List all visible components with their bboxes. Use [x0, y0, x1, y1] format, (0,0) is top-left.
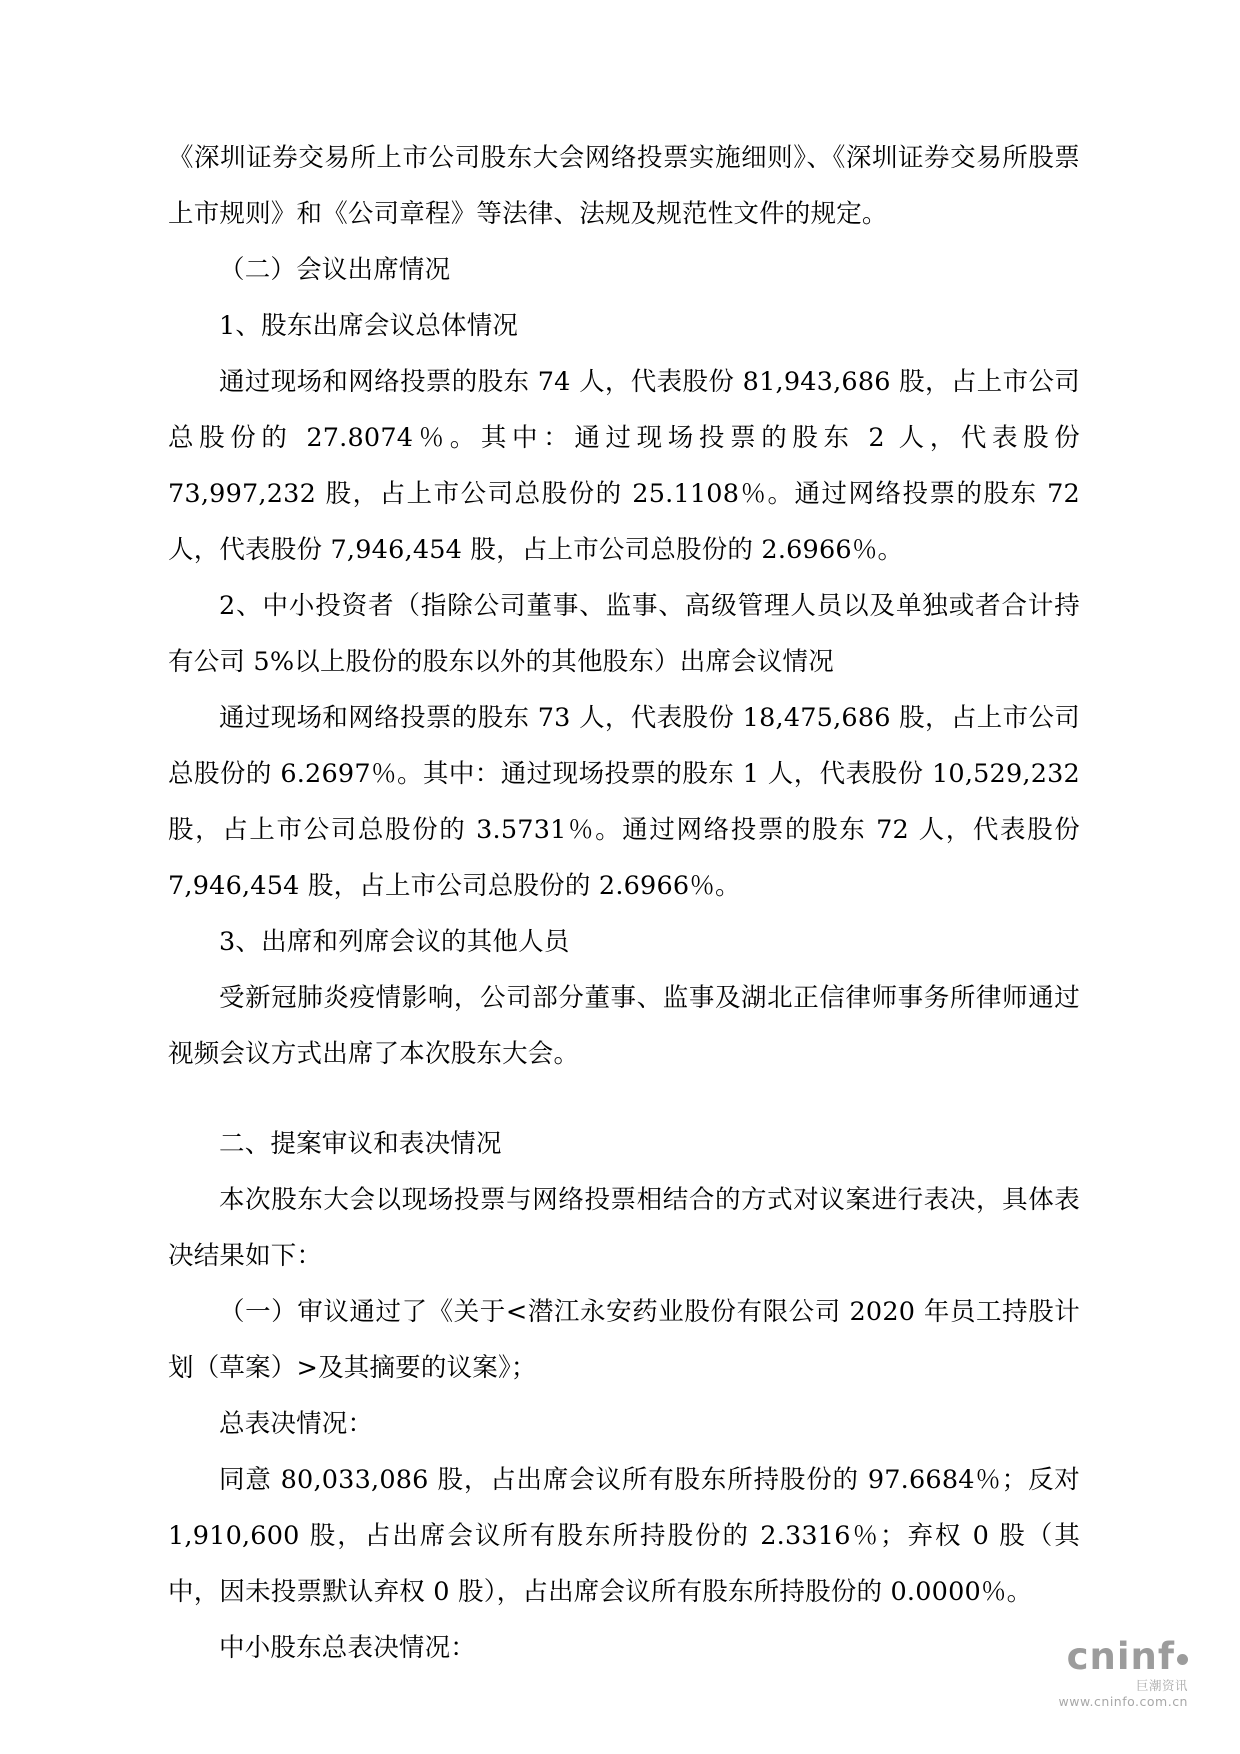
paragraph-item-2-body: 通过现场和网络投票的股东 73 人，代表股份 18,475,686 股，占上市公司总股份的 6.2697％。其中：通过现场投票的股东 1 人，代表股份 10,529,232 股，占上市公司总股份的 3.5731％。通过网络投票的股东 72 人，代表股份 7,946,454 股，占上市公司总股份的 2.6966％。	[168, 703, 1080, 901]
paragraph-item-3-body: 受新冠肺炎疫情影响，公司部分董事、监事及湖北正信律师事务所律师通过视频会议方式出席了本次股东大会。	[168, 983, 1080, 1069]
cninfo-site: www.cninfo.com.cn	[1058, 1694, 1188, 1709]
cninfo-watermark	[1059, 1637, 1188, 1710]
paragraph-item-1-heading: 1、股东出席会议总体情况	[219, 311, 519, 341]
cninfo-subtitle: 巨潮资讯	[1135, 1678, 1188, 1693]
document-body	[168, 130, 1080, 1676]
paragraph-item-3-heading: 3、出席和列席会议的其他人员	[219, 927, 570, 957]
paragraph-total-vote-label: 总表决情况：	[219, 1409, 374, 1439]
paragraph-proposal-one: （一）审议通过了《关于<潜江永安药业股份有限公司 2020 年员工持股计划（草案）>及其摘要的议案》；	[168, 1297, 1080, 1383]
paragraph-voting-intro: 本次股东大会以现场投票与网络投票相结合的方式对议案进行表决，具体表决结果如下：	[168, 1185, 1080, 1271]
cninfo-logo-text: cninf	[1066, 1635, 1175, 1678]
paragraph-section-attendance-heading: （二）会议出席情况	[219, 255, 451, 285]
cninfo-logo	[1059, 1637, 1188, 1677]
paragraph-minority-vote-label: 中小股东总表决情况：	[219, 1633, 477, 1663]
paragraph-item-1-body: 通过现场和网络投票的股东 74 人，代表股份 81,943,686 股，占上市公司总股份的 27.8074％。其中：通过现场投票的股东 2 人，代表股份 73,997,232 股，占上市公司总股份的 25.1108％。通过网络投票的股东 72 人，代表股份 7,946,454 股，占上市公司总股份的 2.6966％。	[168, 367, 1080, 565]
paragraph-total-vote-result: 同意 80,033,086 股，占出席会议所有股东所持股份的 97.6684％；反对 1,910,600 股，占出席会议所有股东所持股份的 2.3316％；弃权 0 股（其中，因未投票默认弃权 0 股），占出席会议所有股东所持股份的 0.0000％。	[168, 1465, 1080, 1607]
paragraph-item-2-heading: 2、中小投资者（指除公司董事、监事、高级管理人员以及单独或者合计持有公司 5%以上股份的股东以外的其他股东）出席会议情况	[168, 591, 1080, 677]
cninfo-logo-dot-icon	[1177, 1654, 1188, 1665]
paragraph-p1: 《深圳证券交易所上市公司股东大会网络投票实施细则》、《深圳证券交易所股票上市规则》和《公司章程》等法律、法规及规范性文件的规定。	[168, 143, 1080, 229]
paragraph-section-two-heading: 二、提案审议和表决情况	[219, 1129, 502, 1159]
